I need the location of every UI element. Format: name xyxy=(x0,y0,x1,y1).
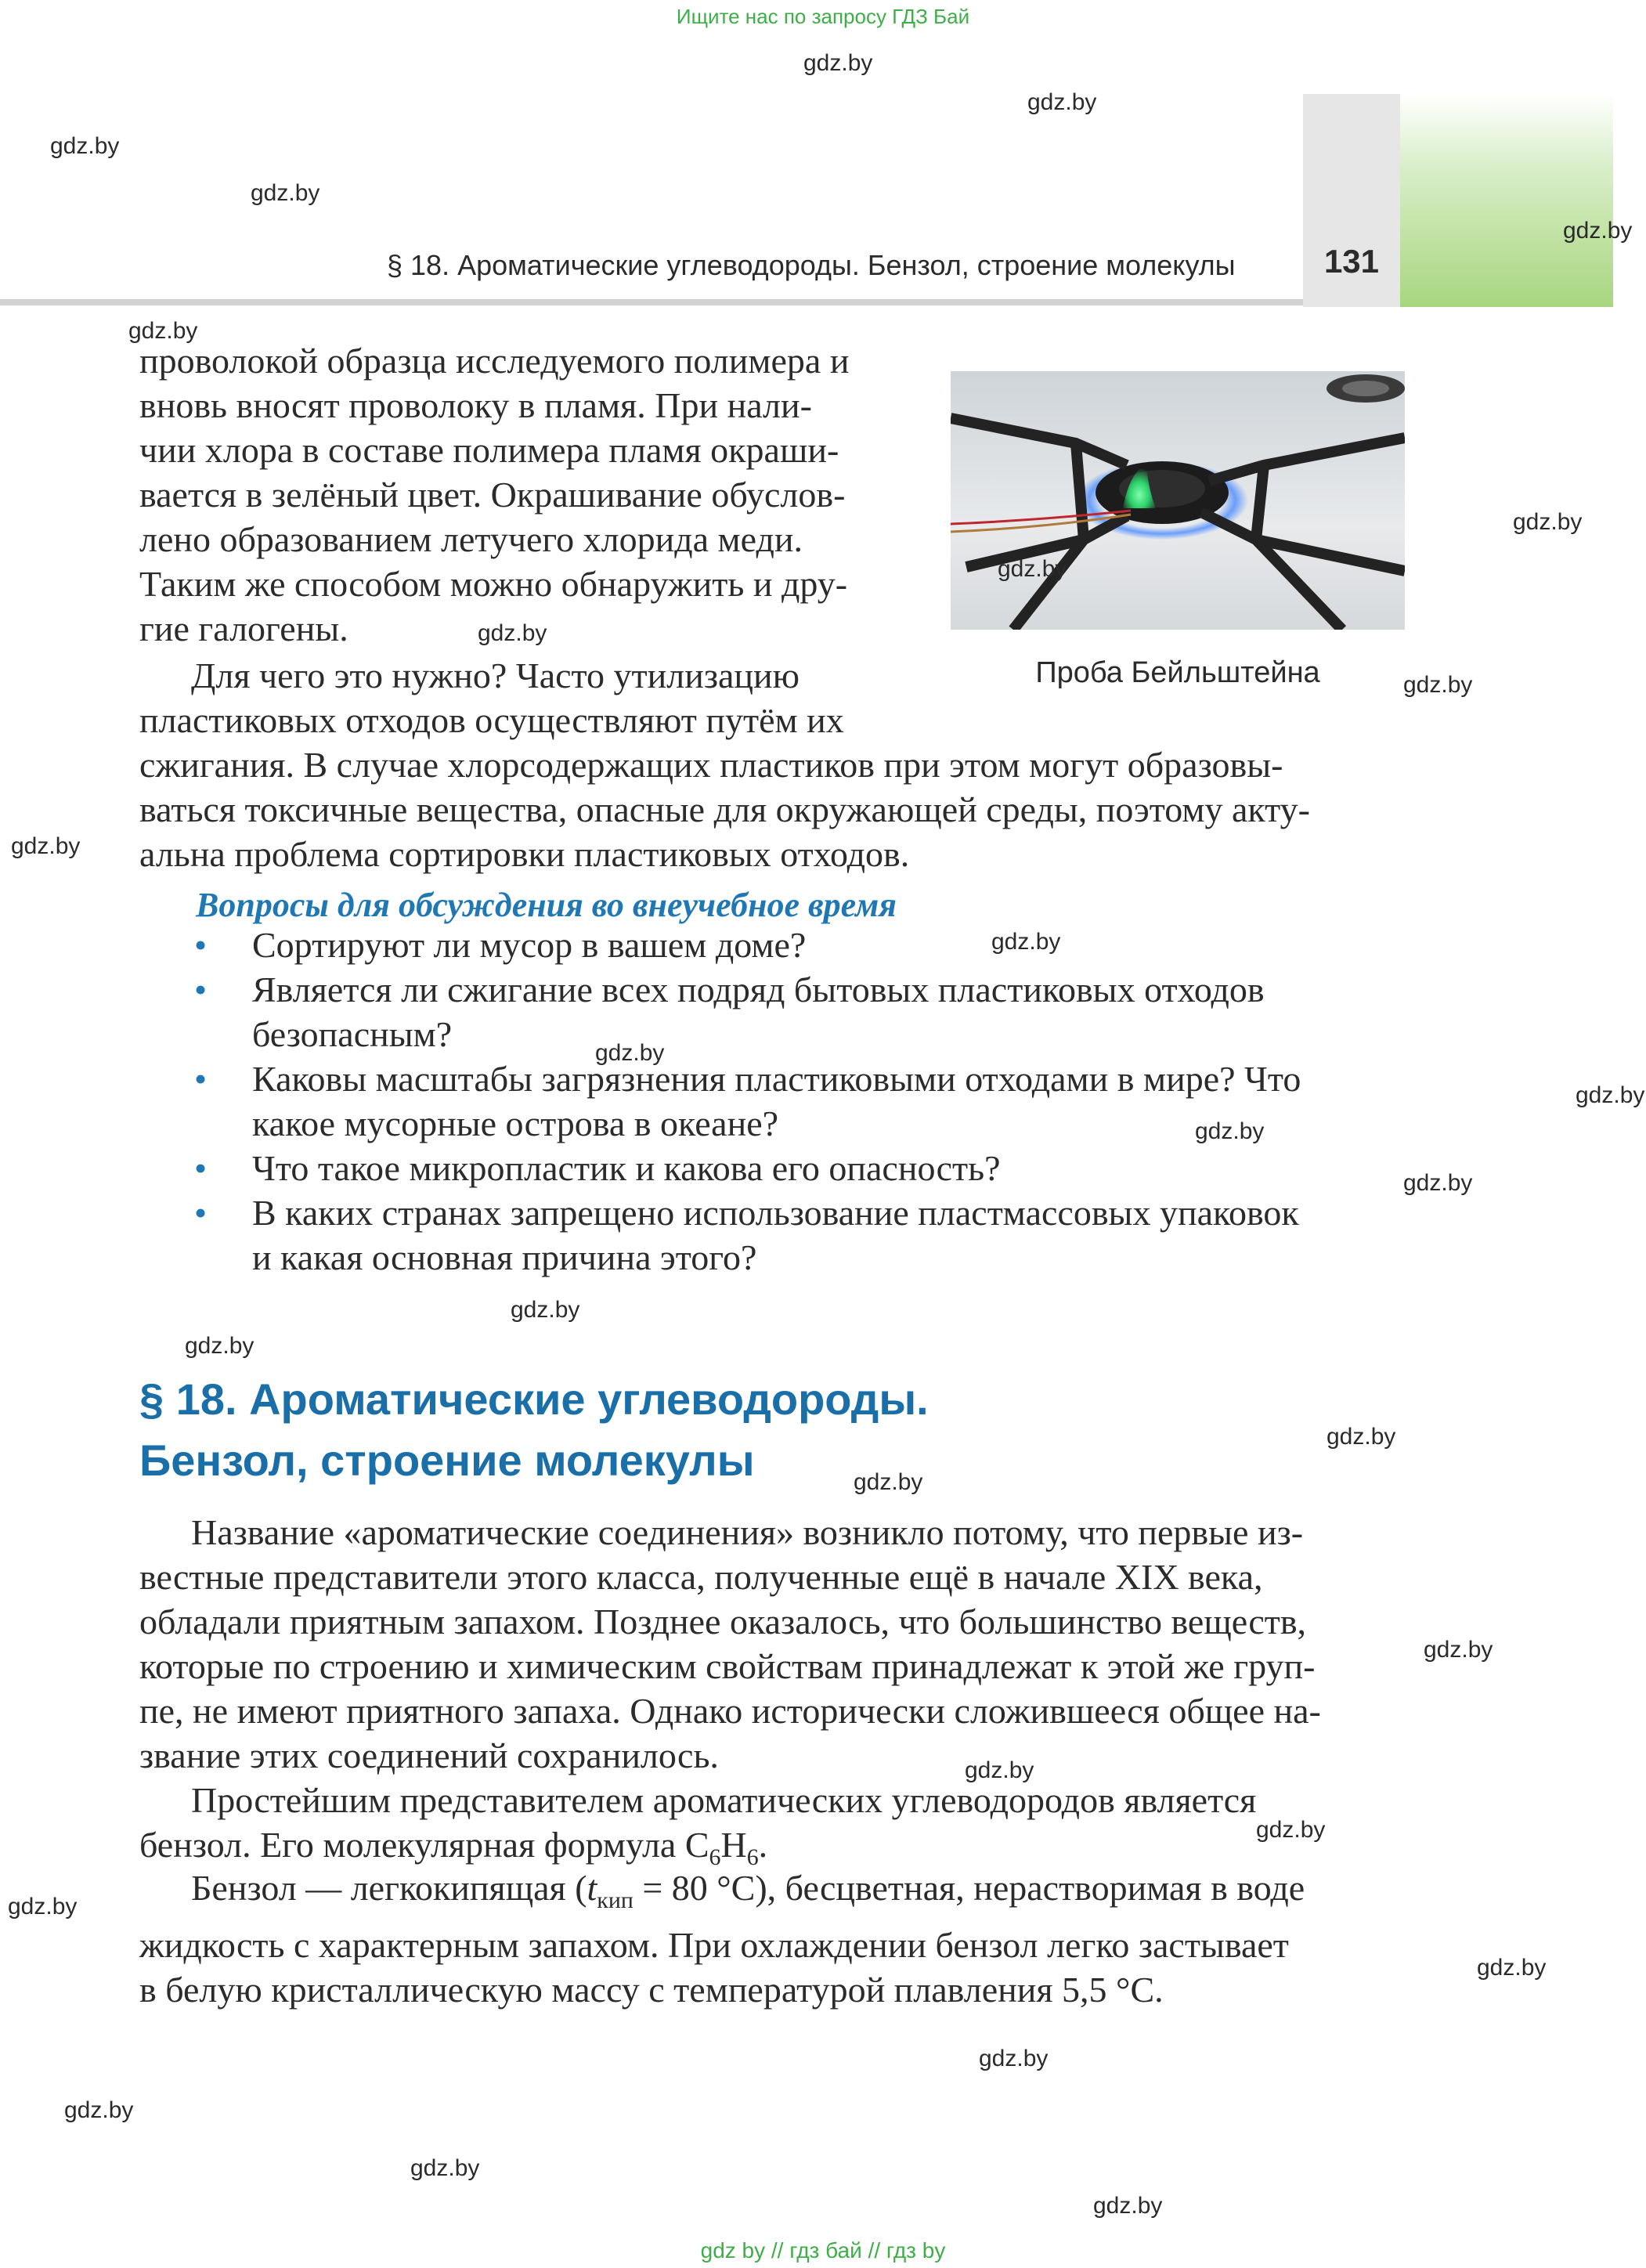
watermark: gdz.by xyxy=(185,1333,254,1359)
formula-suffix: . xyxy=(758,1825,768,1865)
watermark: gdz.by xyxy=(979,2046,1049,2071)
bullet-icon: • xyxy=(194,1193,208,1233)
watermark: gdz.by xyxy=(1403,672,1473,698)
text-line: альна проблема сортировки пластиковых отходов. xyxy=(139,834,910,874)
text-line: вается в зелёный цвет. Окрашивание обуслов- xyxy=(139,475,846,515)
formula-subscript: 6 xyxy=(746,1844,759,1871)
bullet-icon: • xyxy=(194,925,208,965)
text-line: вестные представители этого класса, полученные ещё в начале XIX века, xyxy=(139,1557,1263,1597)
question-text: безопасным? xyxy=(252,1014,453,1054)
bullet-icon: • xyxy=(194,970,208,1009)
watermark: gdz.by xyxy=(251,180,320,206)
watermark: gdz.by xyxy=(128,318,198,344)
text-line: проволокой образца исследуемого полимера и xyxy=(139,341,850,381)
text-line: звание этих соединений сохранилось. xyxy=(139,1735,719,1775)
watermark: gdz.by xyxy=(1513,509,1583,535)
watermark: gdz.by xyxy=(965,1757,1034,1783)
watermark: gdz.by xyxy=(1256,1817,1326,1843)
watermark: gdz.by xyxy=(64,2097,134,2123)
question-text: В каких странах запрещено использование пластмассовых упаковок xyxy=(252,1193,1299,1233)
footer-links[interactable]: gdz by // гдз бай // гдз by xyxy=(700,2238,946,2263)
paragraph-aromatic-name xyxy=(139,1510,1408,1778)
text-line: гие галогены. xyxy=(139,609,348,648)
watermark: gdz.by xyxy=(11,833,81,859)
paragraph-beilstein-test xyxy=(139,338,915,651)
question-text: Что такое микропластик и какова его опасность? xyxy=(252,1148,1001,1188)
formula-subscript: 6 xyxy=(709,1844,721,1871)
watermark: gdz.by xyxy=(1403,1170,1473,1196)
watermark: gdz.by xyxy=(1576,1082,1645,1108)
text-line: Для чего это нужно? Часто утилизацию xyxy=(191,655,800,695)
watermark: gdz.by xyxy=(1093,2193,1163,2219)
watermark: gdz.by xyxy=(991,929,1061,955)
section-title-line: § 18. Ароматические углеводороды. xyxy=(139,1374,929,1424)
question-text: Каковы масштабы загрязнения пластиковыми отходами в мире? Что xyxy=(252,1059,1301,1099)
temperature-symbol: t xyxy=(587,1868,597,1908)
watermark: gdz.by xyxy=(998,556,1067,582)
text-line: Простейшим представителем ароматических углеводородов является xyxy=(191,1780,1257,1820)
formula-prefix: бензол. Его молекулярная формула C xyxy=(139,1825,709,1865)
paragraph-benzene-properties xyxy=(139,1865,1408,2012)
question-text: Сортируют ли мусор в вашем доме? xyxy=(252,925,807,965)
question-text: Является ли сжигание всех подряд бытовых пластиковых отходов xyxy=(252,970,1265,1009)
watermark: gdz.by xyxy=(410,2155,480,2181)
watermark: gdz.by xyxy=(595,1040,665,1066)
text-line: которые по строению и химическим свойствам принадлежат к этой же груп- xyxy=(139,1646,1316,1686)
text-line: ваться токсичные вещества, опасные для окружающей среды, поэтому акту- xyxy=(139,789,1310,829)
watermark: gdz.by xyxy=(1195,1118,1265,1144)
text-line: вновь вносят проволоку в пламя. При нали- xyxy=(139,385,812,425)
running-head: § 18. Ароматические углеводороды. Бензол, строение молекулы xyxy=(387,249,1236,281)
text-line: пе, не имеют приятного запаха. Однако исторически сложившееся общее на- xyxy=(139,1691,1321,1731)
header-rule xyxy=(0,299,1303,305)
watermark: gdz.by xyxy=(50,133,120,159)
page-number: 131 xyxy=(1323,243,1380,280)
temperature-subscript: кип xyxy=(597,1887,633,1914)
text-line: Название «ароматические соединения» возникло потому, что первые из- xyxy=(191,1512,1304,1552)
section-title xyxy=(139,1369,929,1491)
text-line: в белую кристаллическую массу с температурой плавления 5,5 °C. xyxy=(139,1970,1164,2010)
questions-heading: Вопросы для обсуждения во внеучебное время xyxy=(196,886,897,924)
paragraph-plastic-waste xyxy=(139,653,1408,876)
watermark: gdz.by xyxy=(8,1894,78,1919)
bullet-icon: • xyxy=(194,1059,208,1099)
text-line: сжигания. В случае хлорсодержащих пластиков при этом могут образовы- xyxy=(139,745,1283,785)
watermark: gdz.by xyxy=(478,620,547,646)
text-line: обладали приятным запахом. Позднее оказалось, что большинство веществ, xyxy=(139,1602,1307,1641)
question-text: какое мусорные острова в океане? xyxy=(252,1103,779,1143)
text-line: пластиковых отходов осуществляют путём их xyxy=(139,700,844,740)
text-segment: Бензол — легкокипящая ( xyxy=(191,1868,587,1908)
watermark: gdz.by xyxy=(1424,1637,1493,1663)
watermark: gdz.by xyxy=(1327,1424,1396,1450)
photo-caption: Проба Бейльштейна xyxy=(1035,656,1320,689)
top-search-banner[interactable]: Ищите нас по запросу ГДЗ Бай xyxy=(676,5,970,28)
text-line: жидкость с характерным запахом. При охлаждении бензол легко застывает xyxy=(139,1925,1289,1966)
text-line xyxy=(139,1865,1408,1923)
watermark: gdz.by xyxy=(803,50,873,76)
paragraph-benzene-formula xyxy=(139,1778,1408,1880)
gas-burner-photo xyxy=(951,371,1405,630)
watermark: gdz.by xyxy=(854,1469,923,1495)
watermark: gdz.by xyxy=(511,1297,580,1323)
green-corner-tab xyxy=(1400,94,1613,307)
watermark: gdz.by xyxy=(1027,89,1097,115)
text-line: лено образованием летучего хлорида меди. xyxy=(139,519,803,559)
text-line: Таким же способом можно обнаружить и дру- xyxy=(139,564,848,604)
watermark: gdz.by xyxy=(1563,218,1633,244)
watermark: gdz.by xyxy=(1477,1955,1547,1981)
formula-element: H xyxy=(720,1825,747,1865)
text-line: чии хлора в составе полимера пламя окраши- xyxy=(139,430,839,470)
text-segment: = 80 °C), бесцветная, нерастворимая в воде xyxy=(633,1868,1305,1908)
question-text: и какая основная причина этого? xyxy=(252,1237,757,1277)
bullet-icon: • xyxy=(194,1148,208,1188)
section-title-line: Бензол, строение молекулы xyxy=(139,1436,755,1485)
